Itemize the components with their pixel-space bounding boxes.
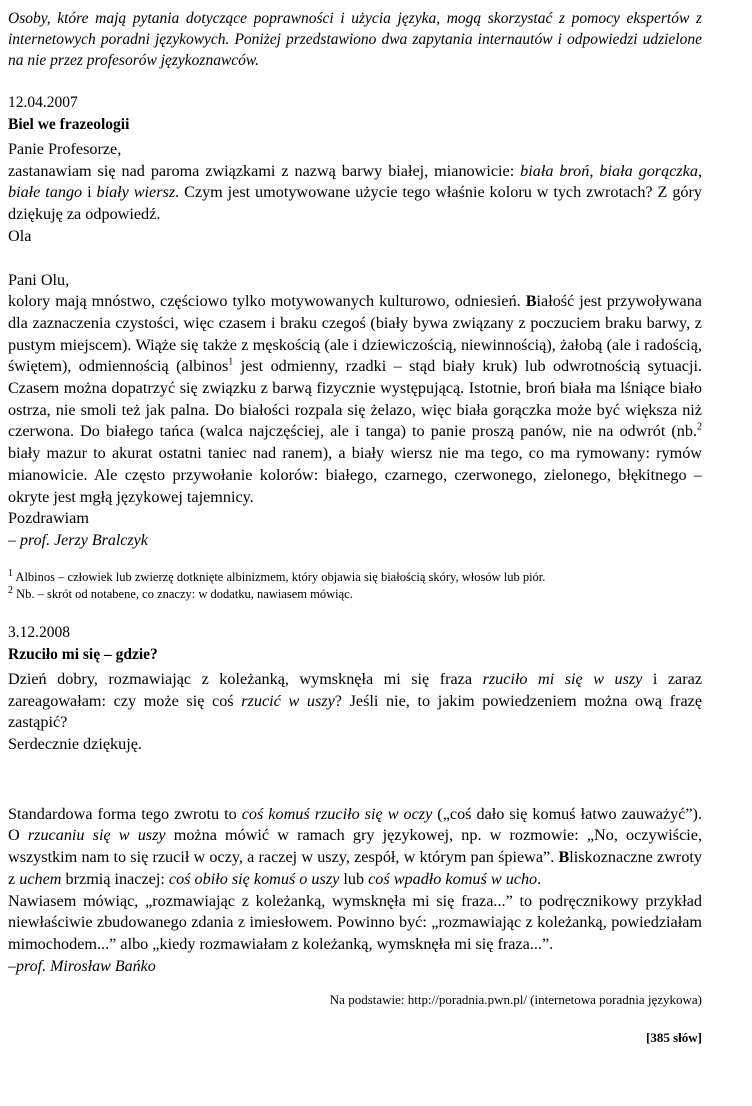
q1-text-2: . Czym jest umotywowane użycie tego właśnie koloru w tych zwrotach? Z góry dziękuję za odpowiedź. bbox=[8, 183, 702, 224]
a1-bold-letter: B bbox=[525, 292, 537, 311]
a2-text bbox=[8, 804, 702, 891]
a2-phrase-1: coś komuś rzuciło się w oczy bbox=[241, 804, 433, 823]
a2-phrase-2: rzucaniu się w uszy bbox=[27, 826, 166, 845]
footnote-2 bbox=[8, 586, 702, 603]
q2-text-3: ? Jeśli nie, to jakim powiedzeniem można ową frazę zastąpić? bbox=[8, 691, 702, 732]
a2-text-3: można mówić w ramach gry językowej, np. w rozmowie: „No, oczywiście, wszystkim nam to się rzucił w oczy, a raczej w uszy, zespół, w którym pan śpiewa”. bbox=[8, 826, 702, 867]
a1-text bbox=[8, 291, 702, 508]
word-count: [385 słów] bbox=[646, 1029, 702, 1045]
a2-paragraph-2: Nawiasem mówiąc, „rozmawiając z koleżanką, wymsknęła mi się fraza...” to podręcznikowy przykład niewłaściwie zbudowanego zdania z imiesłowem. Powinno być: „rozmawiając z koleżanką, powiedziałam mimochodem...” albo „kiedy rozmawiałam z koleżanką, wymsknęła mi się fraza...”. bbox=[8, 891, 702, 953]
a2-text-1: Standardowa forma tego zwrotu to bbox=[8, 804, 242, 823]
a2-bold-letter: B bbox=[558, 848, 570, 867]
a1-greeting: Pani Olu, bbox=[8, 270, 70, 289]
footnote-1-num: 1 bbox=[8, 567, 13, 579]
q1-text bbox=[8, 161, 702, 226]
q2-title: Rzuciło mi się – gdzie? bbox=[8, 645, 158, 663]
q1-phrase-1: biała broń bbox=[520, 161, 590, 180]
a2-text-6: lub bbox=[339, 869, 369, 888]
q2-phrase-2: rzucić w uszy bbox=[241, 691, 335, 710]
a1-text-3: jest odmienny, rzadki – stąd biały kruk) lub odwrotnością sytuacji. Czasem można dopatrzyć się związku z barwą fizycznie występującą. Istotnie, broń biała ma lśniące biało ostrza, nie smoli też jak palna. Do białości rozpala się żelazo, więc biała gorączka może być większa niż czerwona. Do białego tańca (walca najczęściej, ale i tanga) to panie proszą panów, nie na odwrót (nb. bbox=[8, 357, 702, 441]
q2-text-2: i zaraz zareagowałam: czy może się coś bbox=[8, 669, 702, 710]
q1-signature: Ola bbox=[8, 226, 32, 245]
a2-author: –prof. Mirosław Bańko bbox=[8, 957, 156, 975]
q1-phrase-2: biała gorączka bbox=[599, 161, 698, 180]
q1-phrase-3: białe tango bbox=[8, 183, 83, 202]
q2-text-1: Dzień dobry, rozmawiając z koleżanką, wymsknęła mi się fraza bbox=[8, 669, 483, 688]
q1-sep-2: , bbox=[697, 161, 703, 180]
q1-text-1: zastanawiam się nad paroma związkami z nazwą barwy białej, mianowicie: bbox=[8, 161, 521, 180]
a2-text-4: liskoznaczne zwroty z bbox=[8, 848, 703, 888]
a2-text-5: brzmią inaczej: bbox=[61, 869, 169, 888]
a2-text-2: („coś dało się komuś łatwo zauważyć”). O bbox=[8, 804, 702, 845]
a2-phrase-5: coś wpadło komuś w ucho bbox=[368, 869, 538, 888]
q1-phrase-4: biały wiersz bbox=[96, 183, 176, 202]
q2-closing: Serdecznie dziękuję. bbox=[8, 735, 142, 754]
a1-footnote-ref-2: 2 bbox=[697, 422, 702, 434]
q1-sep-3: i bbox=[82, 183, 97, 202]
a1-text-4: biały mazur to akurat ostatni taniec nad ranem), a biały wiersz nie ma tego, co ma rymowany: rymów mianowicie. Ale często przywołanie kolorów: białego, czarnego, czerwonego, zielonego, błękitnego – okryte jest mgłą językowej tajemnicy. bbox=[8, 444, 702, 506]
a1-footnote-ref-1: 1 bbox=[228, 356, 234, 368]
footnote-1-text: Albinos – człowiek lub zwierzę dotknięte albinizmem, który objawia się białością skóry, włosów lub piór. bbox=[13, 569, 546, 584]
footnote-2-num: 2 bbox=[8, 584, 13, 596]
q1-date: 12.04.2007 bbox=[8, 94, 78, 111]
a2-phrase-4: coś obiło się komuś o uszy bbox=[168, 869, 340, 888]
q1-greeting: Panie Profesorze, bbox=[8, 140, 122, 158]
document-page bbox=[8, 6, 702, 1047]
a1-closing: Pozdrawiam bbox=[8, 509, 89, 528]
q2-text bbox=[8, 669, 702, 734]
a1-text-1: kolory mają mnóstwo, częściowo tylko motywowanych kulturowo, odniesień. bbox=[8, 292, 526, 311]
a2-phrase-3: uchem bbox=[19, 869, 62, 888]
q2-phrase-1: rzuciło mi się w uszy bbox=[482, 669, 643, 688]
q1-title: Biel we frazeologii bbox=[8, 116, 130, 133]
footnotes bbox=[8, 569, 702, 603]
intro-paragraph: Osoby, które mają pytania dotyczące poprawności i użycia języka, mogą skorzystać z pomocy ekspertów z internetowych poradni językowych. Poniżej przedstawiono dwa zapytania internautów i odpowiedzi udzielone na nie przez profesorów językoznawców. bbox=[8, 10, 702, 69]
q1-sep-1: , bbox=[589, 161, 600, 180]
source-citation: Na podstawie: http://poradnia.pwn.pl/ (internetowa poradnia językowa) bbox=[329, 991, 702, 1007]
a1-author: – prof. Jerzy Bralczyk bbox=[8, 531, 148, 549]
a1-text-2: iałość jest przywoływana dla zaznaczenia czystości, więc czasem i braku czegoś (biały bywa związany z poczuciem braku barwy, z pustym miejscem). Wiąże się także z męskością (ale i dziewiczością, niewinnością), żałobą (ale i radością, świętem), odmiennością (albinos bbox=[8, 292, 702, 376]
footnote-1 bbox=[8, 569, 702, 586]
footnote-2-text: Nb. – skrót od notabene, co znaczy: w dodatku, nawiasem mówiąc. bbox=[13, 586, 353, 601]
a2-text-7: . bbox=[537, 869, 542, 888]
q2-date: 3.12.2008 bbox=[8, 623, 70, 641]
